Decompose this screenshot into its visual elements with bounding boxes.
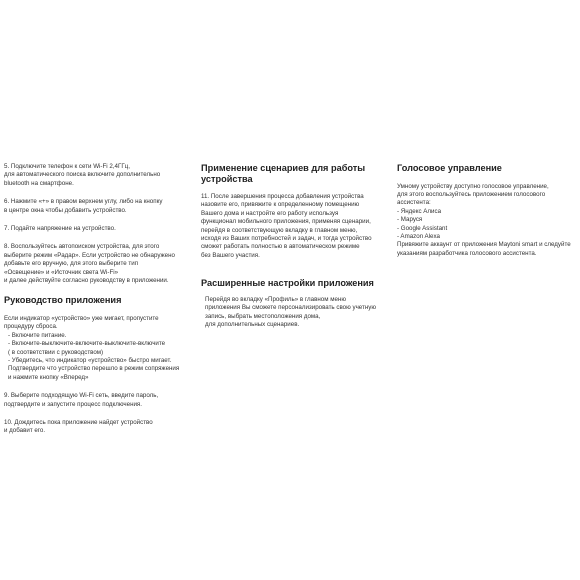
middle-column (201, 163, 389, 339)
list-item: - Яндекс Алиса (397, 207, 442, 215)
right-column (397, 163, 575, 268)
step-7: 7. Подайте напряжение на устройство. (4, 225, 116, 233)
step-11: 11. После завершения процесса добавления устройства назовите его, привяжите к определенному помещению Вашего дома и настройте его работу используя функционал мобильного приложения, применяя сценарии, перейдя в соответствующую вкладку в главном меню, исходя из Ваших потребностей и задач, и тогда устройство сможет работать полностью в автоматическом режиме без Вашего участия. (201, 193, 372, 259)
guide-steps: - Включите питание. - Включите-выключите-включите-выключите-включите ( в соответствии с руководством) - Убедитесь, что индикатор «устройство» быстро мигает. Подтвердите что устройство перешло в режим сопряжения и нажмите кнопку «Вперед» (8, 331, 180, 381)
step-10: 10. Дождитесь пока приложение найдет устройство и добавит его. (4, 419, 153, 435)
advanced-settings-text: Перейдя во вкладку «Профиль» в главном меню приложения Вы сможете персонализировать свою учетную запись, выбрать местоположения дома, для дополнительных сценариев. (205, 295, 377, 328)
assistant-list (397, 208, 575, 242)
list-item: - Маруся (397, 216, 423, 224)
step-5: 5. Подключите телефон к сети Wi-Fi 2,4ГГц, для автоматического поиска включите дополнительно bluetooth на смартфоне. (4, 163, 161, 187)
voice-control-heading: Голосовое управление (397, 163, 502, 173)
app-guide-heading: Руководство приложения (4, 295, 122, 306)
voice-outro: Привяжите аккаунт от приложения Maytoni smart и следуйте указаниям разработчика голосового ассистента. (397, 241, 571, 257)
guide-intro: Если индикатор «устройство» уже мигает, пропустите процедуру сброса. (4, 314, 159, 331)
step-9: 9. Выберите подходящую Wi-Fi сеть, введите пароль, подтвердите и запустите процесс подключения. (4, 392, 159, 408)
list-item: - Amazon Alexa (397, 232, 440, 240)
scenarios-heading: Применение сценариев для работы устройства (201, 163, 366, 184)
step-8: 8. Воспользуйтесь автопоиском устройства, для этого выберите режим «Радар». Если устройство не обнаружено добавьте его вручную, для этого выберите тип «Освещение» и «Источник света Wi-Fi» и далее действуйте согласно руководству в приложении. (4, 243, 175, 285)
step-6: 6. Нажмите «+» в правом верхнем углу, либо на кнопку в центре окна чтобы добавить устройство. (4, 198, 163, 214)
list-item: - Google Assistant (397, 224, 448, 232)
left-column (4, 163, 190, 446)
advanced-settings-heading: Расширенные настройки приложения (201, 278, 374, 289)
voice-intro: Умному устройству доступно голосовое управление, для этого воспользуйтесь приложением голосового ассистента: (397, 182, 549, 207)
